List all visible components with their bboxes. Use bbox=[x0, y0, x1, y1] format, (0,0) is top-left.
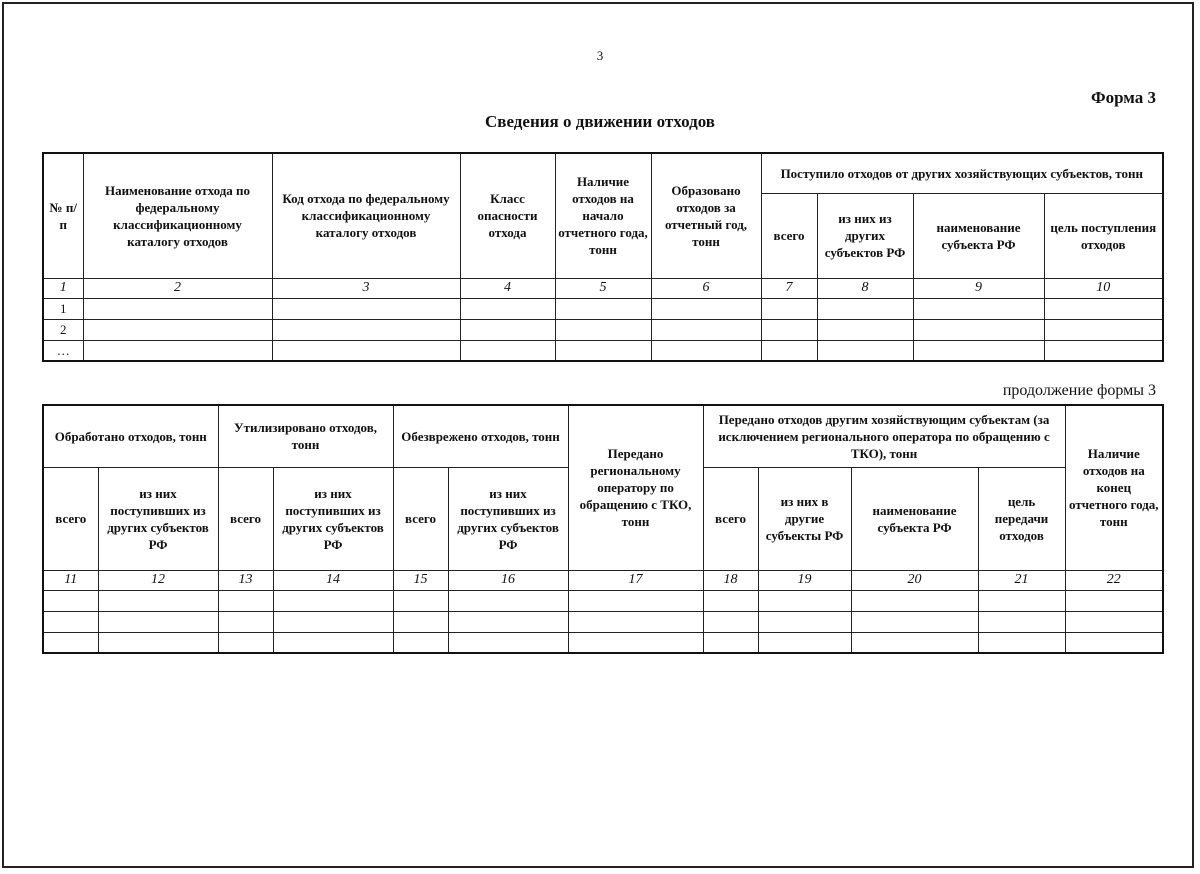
header-neutralized-total: всего bbox=[393, 467, 448, 570]
table-cell[interactable] bbox=[43, 611, 98, 632]
table-cell[interactable] bbox=[83, 298, 272, 319]
table-cell[interactable] bbox=[272, 340, 460, 361]
header-utilized-total: всего bbox=[218, 467, 273, 570]
header-waste-name: Наименование отхода по федеральному классификационному каталогу отходов bbox=[83, 153, 272, 278]
table-cell[interactable] bbox=[651, 298, 761, 319]
table-row bbox=[43, 319, 1163, 340]
header-utilized-from-other: из них поступивших из других субъектов РФ bbox=[273, 467, 393, 570]
row-label: 1 bbox=[43, 298, 83, 319]
table-cell[interactable] bbox=[43, 632, 98, 653]
column-number: 16 bbox=[448, 570, 568, 590]
table-cell[interactable] bbox=[83, 319, 272, 340]
table-cell[interactable] bbox=[272, 319, 460, 340]
table-cell[interactable] bbox=[1044, 319, 1163, 340]
column-number: 4 bbox=[460, 278, 555, 298]
column-number: 19 bbox=[758, 570, 851, 590]
header-received-group: Поступило отходов от других хозяйствующих субъектов, тонн bbox=[761, 153, 1163, 193]
table-cell[interactable] bbox=[393, 590, 448, 611]
table-cell[interactable] bbox=[817, 298, 913, 319]
header-transferred-other-regions: из них в другие субъекты РФ bbox=[758, 467, 851, 570]
column-number: 5 bbox=[555, 278, 651, 298]
table-cell[interactable] bbox=[758, 590, 851, 611]
column-number: 21 bbox=[978, 570, 1065, 590]
column-number: 6 bbox=[651, 278, 761, 298]
header-received-other-regions: из них из других субъектов РФ bbox=[817, 193, 913, 278]
table-cell[interactable] bbox=[460, 298, 555, 319]
table-cell[interactable] bbox=[817, 340, 913, 361]
table-cell[interactable] bbox=[851, 590, 978, 611]
row-label: … bbox=[43, 340, 83, 361]
table-cell[interactable] bbox=[43, 590, 98, 611]
table-cell[interactable] bbox=[273, 632, 393, 653]
table-cell[interactable] bbox=[761, 298, 817, 319]
table-cell[interactable] bbox=[568, 611, 703, 632]
table-cell[interactable] bbox=[448, 590, 568, 611]
table-cell[interactable] bbox=[851, 632, 978, 653]
header-start-balance: Наличие отходов на начало отчетного года, тонн bbox=[555, 153, 651, 278]
table-cell[interactable] bbox=[758, 611, 851, 632]
page-number: 3 bbox=[596, 48, 604, 63]
column-number: 20 bbox=[851, 570, 978, 590]
column-number: 15 bbox=[393, 570, 448, 590]
table-cell[interactable] bbox=[1044, 340, 1163, 361]
table-cell[interactable] bbox=[913, 340, 1044, 361]
table-cell[interactable] bbox=[83, 340, 272, 361]
table-cell[interactable] bbox=[218, 590, 273, 611]
header-received-subject-name: наименование субъекта РФ bbox=[913, 193, 1044, 278]
table-cell[interactable] bbox=[555, 319, 651, 340]
column-number: 22 bbox=[1065, 570, 1163, 590]
continuation-label: продолжение формы 3 bbox=[1002, 382, 1156, 399]
table-cell[interactable] bbox=[98, 611, 218, 632]
header-received-purpose: цель поступления отходов bbox=[1044, 193, 1163, 278]
table-row bbox=[43, 611, 1163, 632]
document-title: Сведения о движении отходов bbox=[485, 112, 715, 131]
table-row bbox=[43, 340, 1163, 361]
table-row bbox=[43, 590, 1163, 611]
table-cell[interactable] bbox=[703, 611, 758, 632]
table-cell[interactable] bbox=[555, 298, 651, 319]
header-processed: Обработано отходов, тонн bbox=[43, 405, 218, 467]
table-cell[interactable] bbox=[98, 590, 218, 611]
column-number: 1 bbox=[43, 278, 83, 298]
header-transferred-total: всего bbox=[703, 467, 758, 570]
header-neutralized-from-other: из них поступивших из других субъектов РФ bbox=[448, 467, 568, 570]
table-cell[interactable] bbox=[651, 319, 761, 340]
header-end-balance: Наличие отходов на конец отчетного года, тонн bbox=[1065, 405, 1163, 570]
header-utilized: Утилизировано отходов, тонн bbox=[218, 405, 393, 467]
table-cell[interactable] bbox=[460, 319, 555, 340]
table-cell[interactable] bbox=[218, 632, 273, 653]
table-cell[interactable] bbox=[393, 632, 448, 653]
table-cell[interactable] bbox=[1065, 611, 1163, 632]
table-cell[interactable] bbox=[272, 298, 460, 319]
header-hazard-class: Класс опасности отхода bbox=[460, 153, 555, 278]
table-cell[interactable] bbox=[1044, 298, 1163, 319]
header-generated: Образовано отходов за отчетный год, тонн bbox=[651, 153, 761, 278]
column-number: 2 bbox=[83, 278, 272, 298]
table-cell[interactable] bbox=[703, 590, 758, 611]
table-cell[interactable] bbox=[1065, 632, 1163, 653]
table-cell[interactable] bbox=[978, 611, 1065, 632]
table-cell[interactable] bbox=[448, 632, 568, 653]
table-cell[interactable] bbox=[273, 590, 393, 611]
table-cell[interactable] bbox=[98, 632, 218, 653]
table-cell[interactable] bbox=[913, 319, 1044, 340]
table-cell[interactable] bbox=[448, 611, 568, 632]
column-number: 10 bbox=[1044, 278, 1163, 298]
header-transferred-subject-name: наименование субъекта РФ bbox=[851, 467, 978, 570]
header-transferred-purpose: цель передачи отходов bbox=[978, 467, 1065, 570]
table-cell[interactable] bbox=[651, 340, 761, 361]
table-cell[interactable] bbox=[555, 340, 651, 361]
column-number: 13 bbox=[218, 570, 273, 590]
row-label: 2 bbox=[43, 319, 83, 340]
table-cell[interactable] bbox=[218, 611, 273, 632]
header-processed-from-other: из них поступивших из других субъектов РФ bbox=[98, 467, 218, 570]
waste-movement-table-continued bbox=[42, 404, 1164, 654]
table-cell[interactable] bbox=[817, 319, 913, 340]
table-cell[interactable] bbox=[758, 632, 851, 653]
table-cell[interactable] bbox=[273, 611, 393, 632]
table-cell[interactable] bbox=[568, 632, 703, 653]
column-number: 17 bbox=[568, 570, 703, 590]
waste-movement-table bbox=[42, 152, 1164, 362]
table-cell[interactable] bbox=[568, 590, 703, 611]
header-received-total: всего bbox=[761, 193, 817, 278]
table-cell[interactable] bbox=[913, 298, 1044, 319]
table-cell[interactable] bbox=[761, 319, 817, 340]
document-page bbox=[2, 2, 1194, 868]
table-cell[interactable] bbox=[978, 590, 1065, 611]
table-cell[interactable] bbox=[1065, 590, 1163, 611]
table-cell[interactable] bbox=[851, 611, 978, 632]
table-cell[interactable] bbox=[703, 632, 758, 653]
column-number: 14 bbox=[273, 570, 393, 590]
table-cell[interactable] bbox=[393, 611, 448, 632]
column-number: 9 bbox=[913, 278, 1044, 298]
header-neutralized: Обезврежено отходов, тонн bbox=[393, 405, 568, 467]
header-waste-code: Код отхода по федеральному классификационному каталогу отходов bbox=[272, 153, 460, 278]
column-number: 12 bbox=[98, 570, 218, 590]
form-label: Форма 3 bbox=[1090, 88, 1156, 107]
column-number: 18 bbox=[703, 570, 758, 590]
header-num: № п/п bbox=[43, 153, 83, 278]
column-number: 3 bbox=[272, 278, 460, 298]
table-cell[interactable] bbox=[761, 340, 817, 361]
header-processed-total: всего bbox=[43, 467, 98, 570]
column-number: 7 bbox=[761, 278, 817, 298]
column-number: 8 bbox=[817, 278, 913, 298]
header-to-regional-operator: Передано региональному оператору по обращению с ТКО, тонн bbox=[568, 405, 703, 570]
table-row bbox=[43, 298, 1163, 319]
table-cell[interactable] bbox=[460, 340, 555, 361]
header-transferred-group: Передано отходов другим хозяйствующим субъектам (за исключением регионального оператора по обращению с ТКО), тонн bbox=[703, 405, 1065, 467]
table-cell[interactable] bbox=[978, 632, 1065, 653]
table-row bbox=[43, 632, 1163, 653]
column-number: 11 bbox=[43, 570, 98, 590]
